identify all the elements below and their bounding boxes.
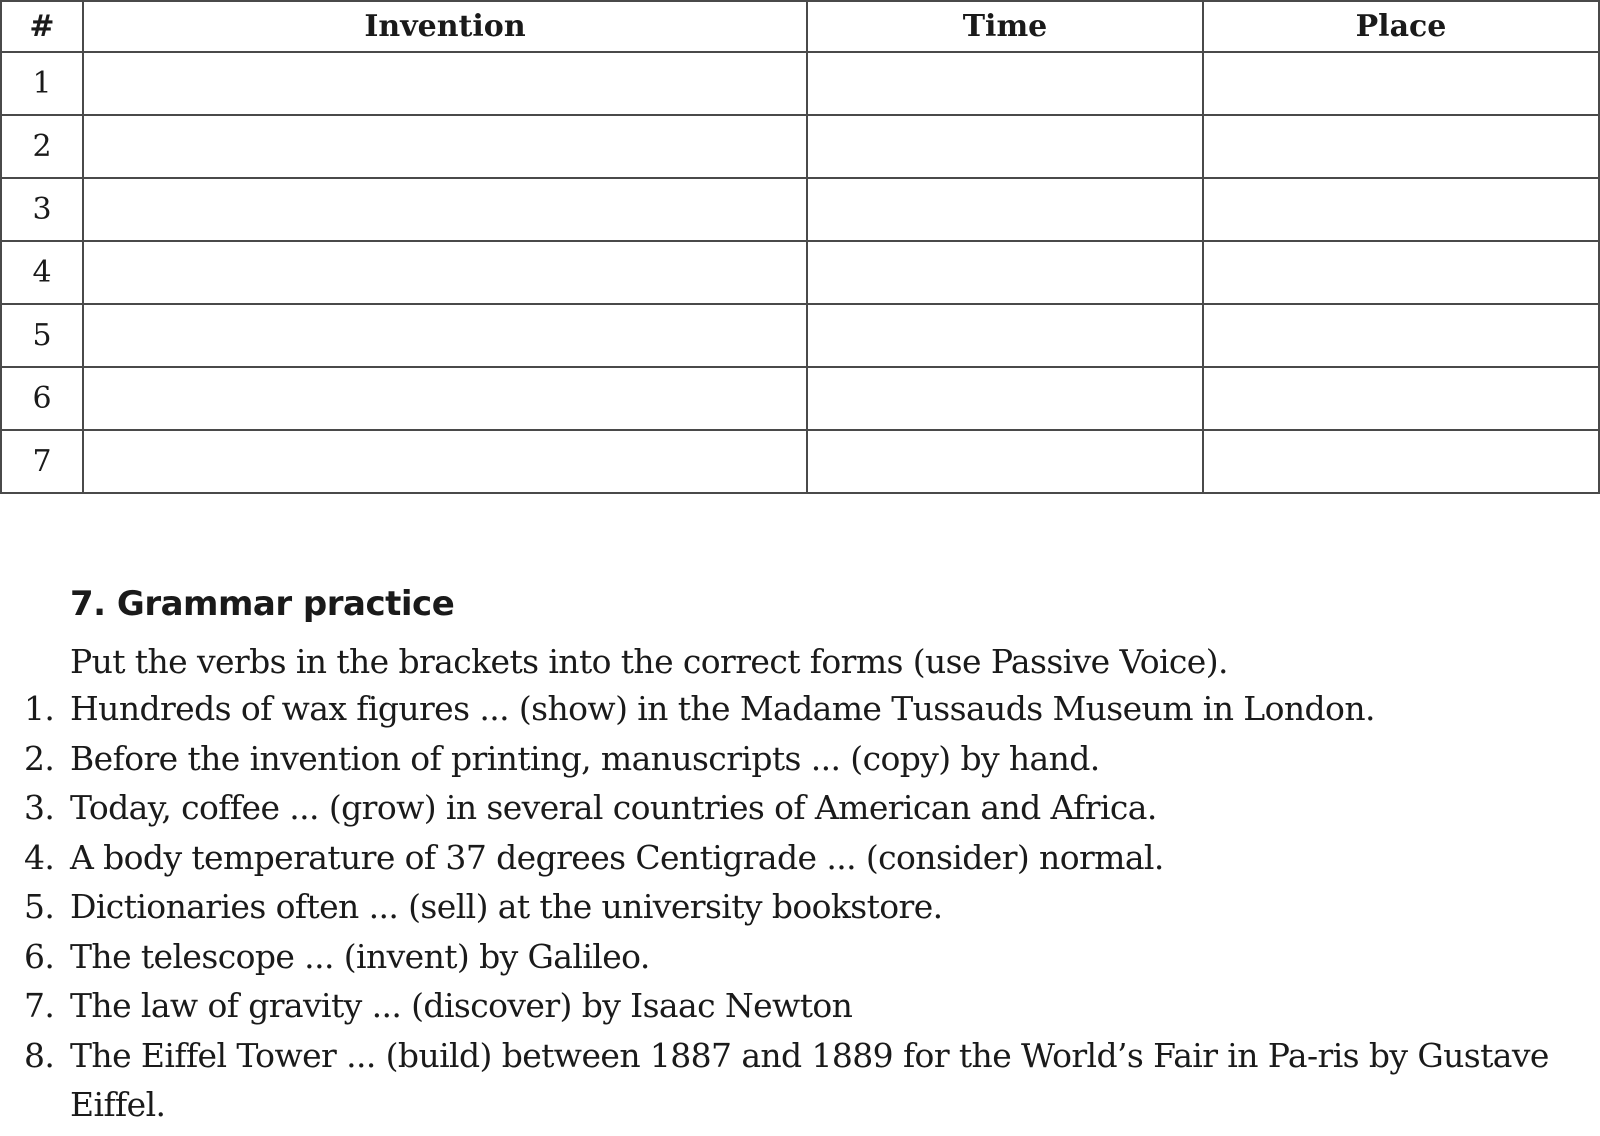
- item-text: A body temperature of 37 degrees Centigrade ... (consider) normal.: [70, 837, 1164, 877]
- item-number: 2.: [24, 738, 55, 778]
- item-text: Before the invention of printing, manuscripts ... (copy) by hand.: [70, 738, 1100, 778]
- header-number: #: [1, 1, 83, 52]
- time-cell[interactable]: [807, 52, 1203, 115]
- item-text: The telescope ... (invent) by Galileo.: [70, 936, 650, 976]
- row-number: 2: [1, 115, 83, 178]
- time-cell[interactable]: [807, 178, 1203, 241]
- invention-cell[interactable]: [83, 430, 807, 493]
- inventions-table: [0, 0, 1600, 494]
- invention-cell[interactable]: [83, 241, 807, 304]
- table-row: [1, 430, 1599, 493]
- list-item: [0, 932, 1590, 982]
- table-header-row: [1, 1, 1599, 52]
- item-number: 3.: [24, 788, 55, 827]
- item-text: The law of gravity ... (discover) by Isaac Newton: [70, 986, 853, 1025]
- place-cell[interactable]: [1203, 52, 1599, 115]
- place-cell[interactable]: [1203, 178, 1599, 241]
- list-item: [0, 783, 1590, 833]
- invention-cell[interactable]: [83, 115, 807, 178]
- table-row: [1, 367, 1599, 430]
- item-number: 6.: [24, 936, 55, 976]
- time-cell[interactable]: [807, 241, 1203, 304]
- invention-cell[interactable]: [83, 52, 807, 115]
- item-number: 7.: [24, 986, 55, 1025]
- list-item: [0, 833, 1590, 883]
- header-invention: Invention: [83, 1, 807, 52]
- place-cell[interactable]: [1203, 304, 1599, 367]
- instruction-text: Put the verbs in the brackets into the correct forms (use Passive Voice).: [70, 642, 1228, 681]
- list-item: [0, 734, 1590, 784]
- invention-cell[interactable]: [83, 304, 807, 367]
- table-row: [1, 52, 1599, 115]
- item-number: 8.: [24, 1035, 55, 1075]
- time-cell[interactable]: [807, 115, 1203, 178]
- place-cell[interactable]: [1203, 241, 1599, 304]
- row-number: 6: [1, 367, 83, 430]
- row-number: 3: [1, 178, 83, 241]
- list-item: [0, 1031, 1590, 1130]
- table-row: [1, 304, 1599, 367]
- item-text: The Eiffel Tower ... (build) between 1887 and 1889 for the World’s Fair in Pa-ris by Gustave Eiffel.: [70, 1035, 1549, 1124]
- header-time: Time: [807, 1, 1203, 52]
- list-item: [0, 981, 1590, 1031]
- exercise-list: [0, 684, 1590, 1130]
- list-item: [0, 684, 1590, 734]
- place-cell[interactable]: [1203, 430, 1599, 493]
- place-cell[interactable]: [1203, 115, 1599, 178]
- list-item: [0, 882, 1590, 932]
- table-row: [1, 178, 1599, 241]
- invention-cell[interactable]: [83, 178, 807, 241]
- table-row: [1, 115, 1599, 178]
- section-title: 7. Grammar practice: [70, 584, 455, 624]
- row-number: 1: [1, 52, 83, 115]
- row-number: 4: [1, 241, 83, 304]
- time-cell[interactable]: [807, 430, 1203, 493]
- row-number: 5: [1, 304, 83, 367]
- item-number: 4.: [24, 837, 55, 877]
- item-text: Dictionaries often ... (sell) at the university bookstore.: [70, 887, 943, 926]
- item-number: 1.: [24, 689, 55, 728]
- item-text: Hundreds of wax figures ... (show) in the Madame Tussauds Museum in London.: [70, 689, 1375, 728]
- item-number: 5.: [24, 887, 55, 926]
- row-number: 7: [1, 430, 83, 493]
- time-cell[interactable]: [807, 304, 1203, 367]
- time-cell[interactable]: [807, 367, 1203, 430]
- place-cell[interactable]: [1203, 367, 1599, 430]
- invention-cell[interactable]: [83, 367, 807, 430]
- item-text: Today, coffee ... (grow) in several countries of American and Africa.: [70, 788, 1157, 827]
- header-place: Place: [1203, 1, 1599, 52]
- table-row: [1, 241, 1599, 304]
